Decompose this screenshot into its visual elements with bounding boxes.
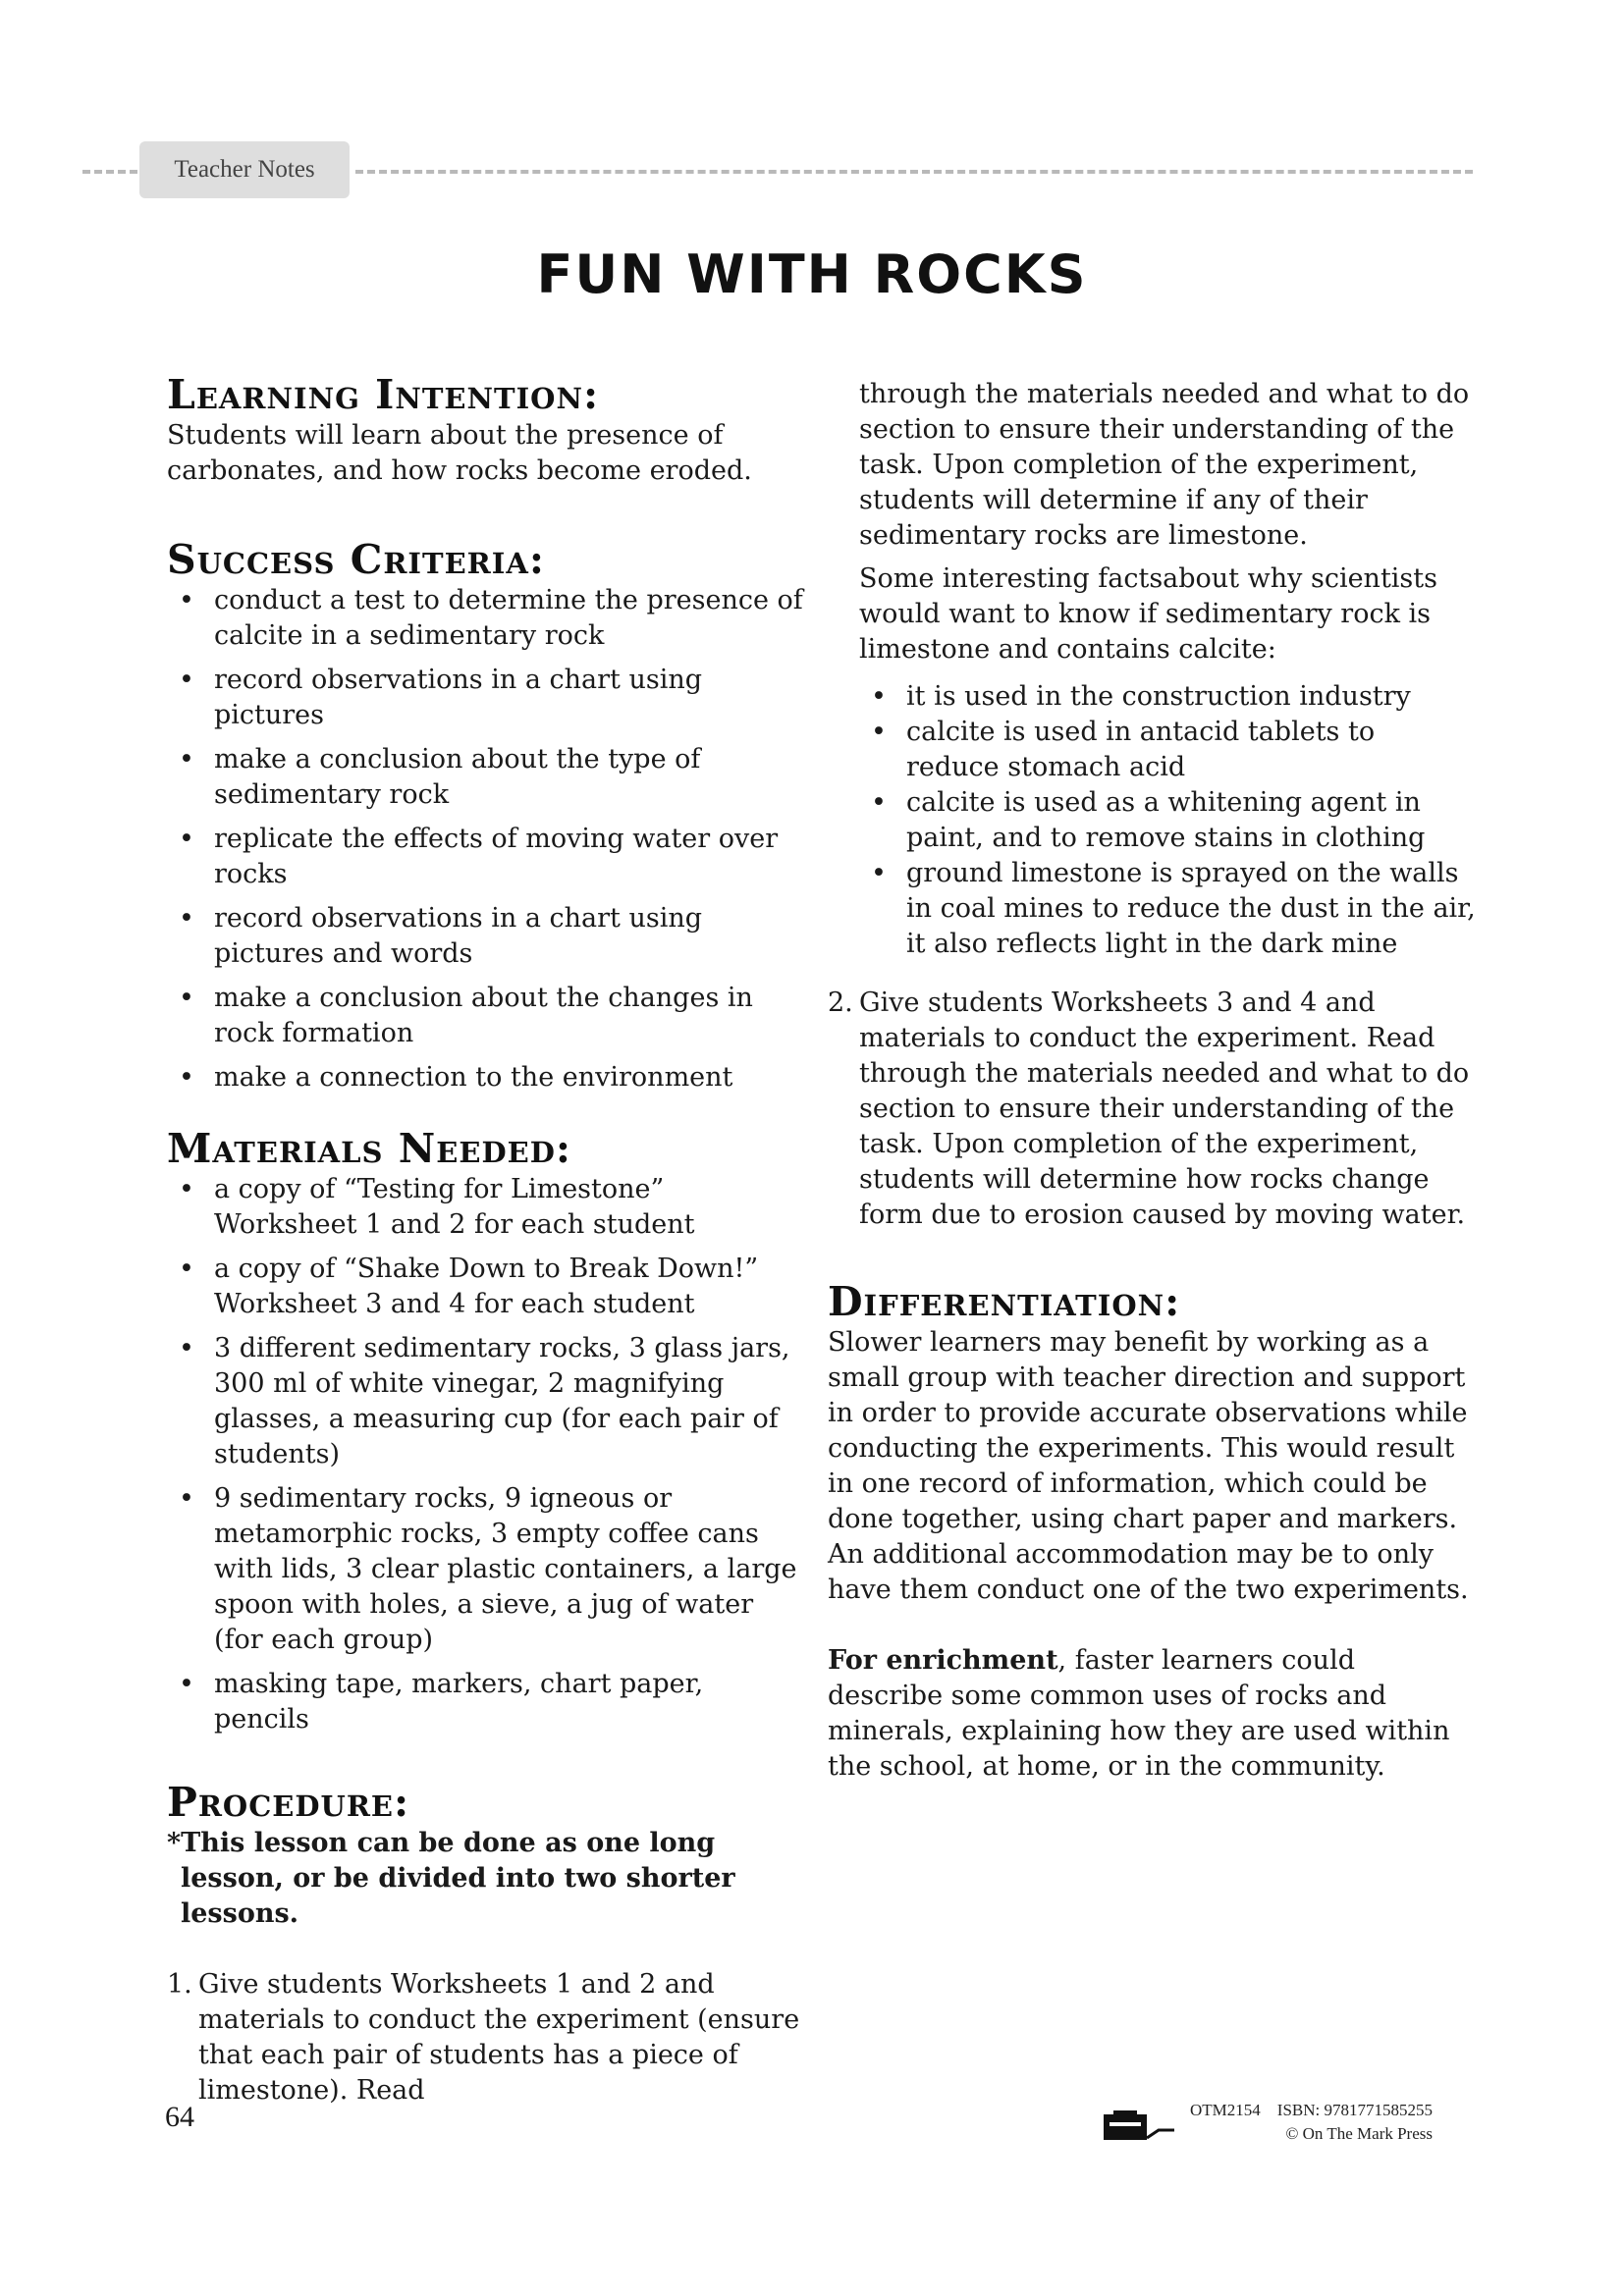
procedure-steps	[167, 1967, 805, 2109]
list-item: • a copy of “Shake Down to Break Down!” Worksheet 3 and 4 for each student	[167, 1252, 805, 1322]
right-column	[828, 377, 1476, 1785]
step-number: 2.	[828, 988, 853, 1018]
teacher-notes-tab: Teacher Notes	[139, 141, 350, 198]
footer-text	[1190, 2099, 1433, 2146]
publisher-footer	[1100, 2099, 1473, 2158]
procedure-steps-continued	[828, 986, 1476, 1233]
page-title: FUN WITH ROCKS	[536, 243, 1088, 305]
procedure-step-1	[167, 1967, 805, 2109]
header-dash-left	[82, 170, 137, 174]
procedure-step-2	[828, 986, 1476, 1233]
materials-needed-heading: Materials Needed:	[167, 1125, 571, 1172]
product-code: OTM2154	[1190, 2101, 1261, 2119]
list-item: • it is used in the construction industry	[859, 679, 1476, 715]
differentiation-text: Slower learners may benefit by working as a small group with teacher direction and support in order to provide accurate observations while conducting the experiments. This would result in one record of information, which could be done together, using chart paper and markers. An additional accommodation may be to only have them conduct one of the two experiments.	[828, 1327, 1469, 1605]
facts-list	[859, 679, 1476, 962]
list-item: • calcite is used in antacid tablets to reduce stomach acid	[859, 715, 1476, 785]
learning-intention-text: Students will learn about the presence of carbonates, and how rocks become eroded.	[167, 420, 752, 486]
footer-row-1	[1190, 2099, 1433, 2122]
success-criteria-section	[167, 536, 805, 1095]
differentiation-section	[828, 1278, 1476, 1785]
materials-list	[167, 1172, 805, 1737]
list-item: • record observations in a chart using pictures and words	[167, 901, 805, 972]
header-strip	[82, 141, 1473, 200]
success-criteria-heading: Success Criteria:	[167, 536, 545, 583]
procedure-note: *This lesson can be done as one long lesson, or be divided into two shorter lessons.	[167, 1828, 735, 1929]
enrichment-label: For enrichment	[828, 1645, 1058, 1676]
step-text: Give students Worksheets 1 and 2 and materials to conduct the experiment (ensure that each pair of students has a piece of limestone). Read	[198, 1969, 800, 2106]
step-text: Give students Worksheets 3 and 4 and materials to conduct the experiment. Read through the materials needed and what to do section to ensure their understanding of the task. Upon completion of the experiment, students will determine how rocks change form due to erosion caused by moving water.	[859, 988, 1470, 1230]
list-item: • 9 sedimentary rocks, 9 igneous or metamorphic rocks, 3 empty coffee cans with lids, 3 clear plastic containers, a large spoon with holes, a sieve, a jug of water (for each group)	[167, 1481, 805, 1658]
list-item: • make a connection to the environment	[167, 1060, 805, 1095]
procedure-section	[167, 1779, 805, 2109]
enrichment-text: , faster learners could describe some common uses of rocks and minerals, explaining how they are used within the school, at home, or in the community.	[828, 1645, 1450, 1782]
list-item: • replicate the effects of moving water over rocks	[167, 822, 805, 892]
isbn: ISBN: 9781771585255	[1276, 2101, 1433, 2119]
list-item: • make a conclusion about the type of sedimentary rock	[167, 742, 805, 813]
step-1-continued: through the materials needed and what to do section to ensure their understanding of the task. Upon completion of the experiment, students will determine if any of their sedimentary rocks are limestone.	[859, 379, 1470, 551]
list-item: • calcite is used as a whitening agent in paint, and to remove stains in clothing	[859, 785, 1476, 856]
enrichment-paragraph	[828, 1643, 1476, 1785]
differentiation-heading: Differentiation:	[828, 1278, 1181, 1325]
learning-intention-section	[167, 371, 805, 489]
list-item: • record observations in a chart using pictures	[167, 663, 805, 733]
list-item: • conduct a test to determine the presence of calcite in a sedimentary rock	[167, 583, 805, 654]
learning-intention-heading: Learning Intention:	[167, 371, 600, 418]
list-item: • masking tape, markers, chart paper, pencils	[167, 1667, 805, 1737]
list-item: • ground limestone is sprayed on the walls in coal mines to reduce the dust in the air, it also reflects light in the dark mine	[859, 856, 1476, 962]
list-item: • make a conclusion about the changes in rock formation	[167, 981, 805, 1051]
header-dash-right	[355, 170, 1473, 174]
success-criteria-list	[167, 583, 805, 1095]
page-number: 64	[165, 2101, 194, 2133]
facts-intro: Some interesting factsabout why scientists would want to know if sedimentary rock is limestone and contains calcite:	[859, 563, 1437, 665]
list-item: • a copy of “Testing for Limestone” Worksheet 1 and 2 for each student	[167, 1172, 805, 1243]
materials-needed-section	[167, 1125, 805, 1737]
step-number: 1.	[167, 1969, 192, 2000]
list-item: • 3 different sedimentary rocks, 3 glass jars, 300 ml of white vinegar, 2 magnifying glasses, a measuring cup (for each pair of students)	[167, 1331, 805, 1472]
copyright: © On The Mark Press	[1285, 2124, 1433, 2143]
left-column	[167, 371, 805, 2109]
procedure-heading: Procedure:	[167, 1779, 410, 1826]
press-logo-icon	[1100, 2109, 1178, 2144]
